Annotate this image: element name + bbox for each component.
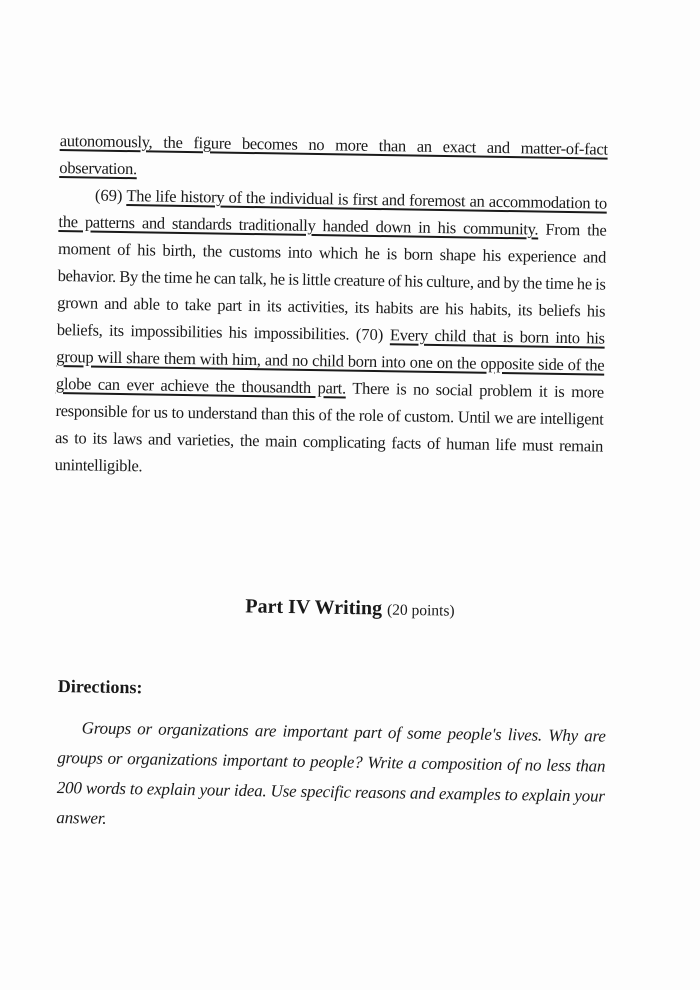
passage-body-middle: From the moment of his birth, the customs into which he is born shape his experience and behavior. By the time he can talk, he is little creature of his culture, and by the time he is grown and able to take part in its activities, its habits are his habits, its beliefs his beliefs, its impossibilities his impossibilities. xyxy=(56,219,607,344)
directions-label: Directions: xyxy=(57,676,143,698)
directions-body xyxy=(56,713,606,842)
part-points: (20 points) xyxy=(386,601,455,620)
question-69-underlined-text: The life history of the individual is first and foremost an accommodation to the patterns and standards traditionally handed down in his community. xyxy=(58,186,608,239)
question-70-underlined-text: Every child that is born into his group will share them with him, and no child born into one on the opposite side of the globe can ever achieve the thousandth part. xyxy=(55,325,605,398)
question-70-number: (70) xyxy=(355,324,384,345)
carryover-line xyxy=(59,127,608,190)
passage-body-end: There is no social problem it is more responsible for us to understand than this of the role of custom. Until we are intelligent as to its laws and varieties, the main complicating facts of human life must remain unintelligible. xyxy=(54,378,605,476)
directions-text: Groups or organizations are important part of some people's lives. Why are groups or organizations important to people? Write a composition of no less than 200 words to explain your idea. Use specific reasons and examples to explain your answer. xyxy=(56,718,606,828)
passage-paragraph xyxy=(54,181,607,487)
question-69-number: (69) xyxy=(94,185,123,205)
part-heading xyxy=(0,592,700,626)
carryover-underlined-text: autonomously, the figure becomes no more than an exact and matter-of-fact observation. xyxy=(59,130,608,179)
reading-passage xyxy=(54,127,607,487)
part-title: Part IV Writing xyxy=(245,595,383,620)
